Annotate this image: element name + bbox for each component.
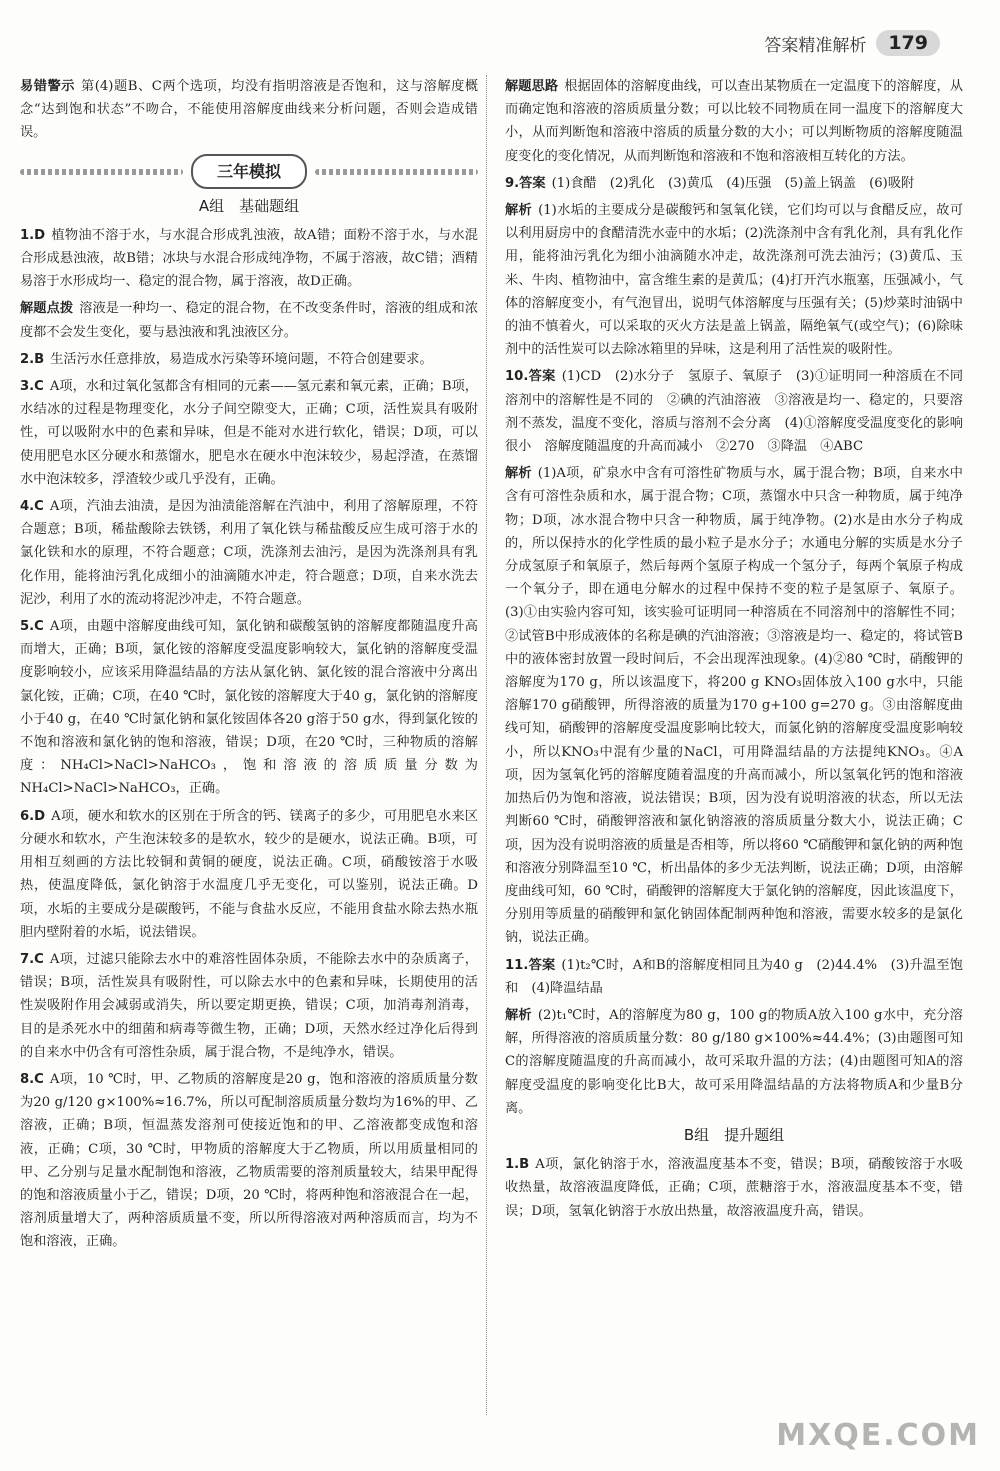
answer-10 bbox=[505, 365, 963, 458]
mistake-warning-tag: 易错警示 bbox=[20, 79, 75, 94]
answer-8-text: A项，10 ℃时，甲、乙物质的溶解度是20 g，饱和溶液的溶质质量分数为20 g/120 g×100%≈16.7%，所以可配制溶质质量分数均为16%的甲、乙溶液，正确；B项，恒温蒸发溶剂可使接近饱和的甲、乙溶液都变成饱和溶液，正确；C项，30 ℃时，甲物质的溶解度大于乙物质，所以用质量相同的甲、乙分别与足量水配制饱和溶液，乙物质需要的溶剂质量较大，结果甲配得的饱和溶液质量小于乙，错误；D项，20 ℃时，将两种饱和溶液混合在一起，溶剂质量增大了，两种溶质质量不变，所以所得溶液对两种溶质而言，均为不饱和溶液，正确。 bbox=[20, 1071, 478, 1250]
solution-idea bbox=[505, 75, 963, 168]
answer-b1 bbox=[505, 1153, 963, 1223]
header-title: 答案精准解析 bbox=[764, 35, 867, 56]
banner-line-right bbox=[315, 169, 478, 175]
answer-11-analysis-text: (2)t₁℃时，A的溶解度为80 g，100 g的物质A放入100 g水中，充分溶解，所得溶液的溶质质量分数：80 g/180 g×100%≈44.4%；(3)由题图可知C的溶解度随温度的升高而减小，故可采取升温的方法；(4)由题图可知A的溶解度受温度的影响变化比B大，故可采用降温结晶的方法将物质A和少量B分离。 bbox=[505, 1007, 963, 1116]
answer-9-answer: (1)食醋 (2)乳化 (3)黄瓜 (4)压强 (5)盖上锅盖 (6)吸附 bbox=[551, 175, 915, 191]
banner-line-left bbox=[20, 169, 183, 175]
answer-1-note-text: 溶液是一种均一、稳定的混合物，在不改变条件时，溶液的组成和浓度都不会发生变化，要与悬浊液和乳浊液区分。 bbox=[20, 301, 479, 340]
answer-1-note bbox=[20, 297, 478, 343]
answer-6 bbox=[20, 805, 478, 944]
mistake-warning-text: 第(4)题B、C两个选项，均没有指明溶液是否饱和，这与溶解度概念“达到饱和状态”不吻合，不能使用溶解度曲线来分析问题，否则会造成错误。 bbox=[20, 79, 479, 141]
answer-11 bbox=[505, 954, 963, 1000]
answer-4 bbox=[20, 495, 478, 611]
mistake-warning bbox=[20, 75, 478, 145]
answer-10-analysis bbox=[505, 462, 963, 949]
answer-9-number: 9.答案 bbox=[505, 175, 546, 191]
answer-b1-number: 1.B bbox=[505, 1157, 530, 1173]
answer-9 bbox=[505, 172, 963, 195]
answer-7-text: A项，过滤只能除去水中的难溶性固体杂质，不能除去水中的杂质离子，错误；B项，活性炭具有吸附性，可以除去水中的色素和异味，长期使用的活性炭吸附作用会减弱或消失，所以要定期更换，错误；C项，加消毒剂消毒，目的是杀死水中的细菌和病毒等微生物，正确；D项，天然水经过净化后得到的自来水中仍含有可溶性杂质，属于混合物，不是纯净水，错误。 bbox=[20, 951, 478, 1060]
answer-6-text: A项，硬水和软水的区别在于所含的钙、镁离子的多少，可用肥皂水来区分硬水和软水，产生泡沫较多的是软水，较少的是硬水，说法正确。B项，可用相互刻画的方法比较铜和黄铜的硬度，说法正确。C项，硝酸铵溶于水吸热，使温度降低，氯化钠溶于水温度几乎无变化，可以鉴别，说法正确。D项，水垢的主要成分是碳酸钙，不能与食盐水反应，不能用食盐水除去热水瓶胆内壁附着的水垢，说法错误。 bbox=[20, 808, 478, 940]
answer-8 bbox=[20, 1068, 478, 1254]
answer-4-number: 4.C bbox=[20, 499, 44, 515]
answer-11-number: 11.答案 bbox=[505, 957, 556, 973]
section-banner bbox=[20, 155, 478, 189]
answer-2-number: 2.B bbox=[20, 351, 45, 367]
answer-3-text: A项，水和过氧化氢都含有相同的元素——氢元素和氧元素，正确；B项，水结冰的过程是物理变化，水分子间空隙变大，正确；C项，活性炭具有吸附性，可以吸附水中的色素和异味，但是不能对水进行软化，错误；D项，可以使用肥皂水区分硬水和蒸馏水，肥皂水在硬水中泡沫较少，易起浮渣，在蒸馏水中泡沫较多，浮渣较少或几乎没有，正确。 bbox=[20, 379, 478, 487]
answer-3 bbox=[20, 375, 478, 491]
answer-b1-text: A项，氯化钠溶于水，溶液温度基本不变，错误；B项，硝酸铵溶于水吸收热量，故溶液温度降低，正确；C项，蔗糖溶于水，溶液温度基本不变，错误；D项，氢氧化钠溶于水放出热量，故溶液温度升高，错误。 bbox=[505, 1157, 963, 1219]
answer-11-analysis bbox=[505, 1004, 963, 1120]
left-column bbox=[20, 75, 478, 1258]
answer-9-analysis-tag: 解析 bbox=[505, 203, 533, 219]
answer-9-analysis-text: (1)水垢的主要成分是碳酸钙和氢氧化镁，它们均可以与食醋反应，故可以利用厨房中的食醋清洗水壶中的水垢；(2)洗涤剂中含有乳化剂，具有乳化作用，能将油污乳化为细小油滴随水冲走，故洗涤剂可洗去油污；(3)黄瓜、玉米、牛肉、植物油中，富含维生素的是黄瓜；(4)打开汽水瓶塞，压强减小，气体的溶解度变小，有气泡冒出，说明气体溶解度与压强有关；(5)炒菜时油锅中的油不慎着火，可以采取的灭火方法是盖上锅盖，隔绝氧气(或空气)；(6)除味剂中的活性炭可以去除冰箱里的异味，这是利用了活性炭的吸附性。 bbox=[505, 203, 964, 358]
answer-3-number: 3.C bbox=[20, 379, 44, 395]
column-divider bbox=[486, 75, 487, 1415]
page-header bbox=[764, 30, 940, 56]
answer-4-text: A项，汽油去油渍，是因为油渍能溶解在汽油中，利用了溶解原理，不符合题意；B项，稀盐酸除去铁锈，利用了氧化铁与稀盐酸反应生成可溶于水的氯化铁和水的原理，不符合题意；C项，洗涤剂去油污，是因为洗涤剂具有乳化作用，能将油污乳化成细小的油滴随水冲走，符合题意；D项，自来水洗去泥沙，利用了水的流动将泥沙冲走，不符合题意。 bbox=[20, 499, 478, 607]
answer-5-number: 5.C bbox=[20, 619, 44, 635]
answer-6-number: 6.D bbox=[20, 808, 46, 824]
watermark: MXQE.COM bbox=[776, 1418, 980, 1453]
answer-5-text: A项，由题中溶解度曲线可知，氯化钠和碳酸氢钠的溶解度都随温度升高而增大，正确；B项，氯化铵的溶解度受温度影响较大，氯化钠的溶解度受温度影响较小，应该采用降温结晶的方法从氯化钠、氯化铵的混合溶液中分离出氯化铵，正确；C项，在40 ℃时，氯化铵的溶解度大于40 g，氯化钠的溶解度小于40 g，在40 ℃时氯化钠和氯化铵固体各20 g溶于50 g水，得到氯化铵的不饱和溶液和氯化钠的饱和溶液，错误；D项，在20 ℃时，三种物质的溶解度：NH₄Cl>NaCl>NaHCO₃，饱和溶液的溶质质量分数为NH₄Cl>NaCl>NaHCO₃，正确。 bbox=[20, 619, 478, 797]
answer-7-number: 7.C bbox=[20, 951, 44, 967]
answer-10-analysis-tag: 解析 bbox=[505, 466, 532, 482]
solution-idea-text: 根据固体的溶解度曲线，可以查出某物质在一定温度下的溶解度，从而确定饱和溶液的溶质质量分数；可以比较不同物质在同一温度下的溶解度大小，从而判断饱和溶液中溶质的质量分数的大小；可以判断物质的溶解度随温度变化的变化情况，从而判断饱和溶液和不饱和溶液相互转化的方法。 bbox=[505, 79, 964, 164]
answer-5 bbox=[20, 615, 478, 801]
right-column bbox=[505, 75, 963, 1227]
answer-10-number: 10.答案 bbox=[505, 369, 556, 385]
group-a-title: A组 基础题组 bbox=[198, 196, 300, 215]
answer-2-text: 生活污水任意排放，易造成水污染等环境问题，不符合创建要求。 bbox=[50, 351, 433, 367]
solution-idea-tag: 解题思路 bbox=[505, 79, 559, 94]
answer-11-analysis-tag: 解析 bbox=[505, 1007, 532, 1023]
answer-10-answer: (1)CD (2)水分子 氢原子、氧原子 (3)①证明同一种溶质在不同溶剂中的溶解性是不同的 ②碘的汽油溶液 ③溶液是均一、稳定的，只要溶剂不蒸发，温度不变化，溶质与溶剂不会分离 (4)①溶解度受温度变化的影响很小 溶解度随温度的升高而减小 ②270 ③降温 ④ABC bbox=[505, 369, 964, 455]
answer-9-analysis bbox=[505, 199, 963, 361]
answer-1-note-tag: 解题点拨 bbox=[20, 301, 74, 317]
page-number: 179 bbox=[876, 30, 940, 56]
answer-8-number: 8.C bbox=[20, 1071, 44, 1087]
answer-10-analysis-text: (1)A项，矿泉水中含有可溶性矿物质与水，属于混合物；B项，自来水中含有可溶性杂质和水，属于混合物；C项，蒸馏水中只含一种物质，属于纯净物；D项，冰水混合物中只含一种物质，属于纯净物。(2)水是由水分子构成的，所以保持水的化学性质的最小粒子是水分子；水通电分解的实质是水分子分成氢原子和氧原子，然后每两个氢原子构成一个氢分子，每两个氧原子构成一个氧分子，即在通电分解水的过程中保持不变的粒子是氢原子、氧原子。(3)①由实验内容可知，该实验可证明同一种溶质在不同溶剂中的溶解性不同；②试管B中形成液体的名称是碘的汽油溶液；③溶液是均一、稳定的，将试管B中的液体密封放置一段时间后，不会出现浑浊现象。(4)②80 ℃时，硝酸钾的溶解度为170 g，所以该温度下，将200 g KNO₃固体放入100 g水中，只能溶解170 g硝酸钾，所得溶液的质量为170 g+100 g=270 g。③由溶解度曲线可知，硝酸钾的溶解度受温度影响比较大，而氯化钠的溶解度受温度影响较小，所以KNO₃中混有少量的NaCl，可用降温结晶的方法提纯KNO₃。④A项，因为氢氧化钙的溶解度随着温度的升高而减小，所以氢氧化钙的饱和溶液加热后仍为饱和溶液，说法错误；B项，因为没有说明溶液的状态，所以无法判断60 ℃时，硝酸钾溶液和氯化钠溶液的溶质质量分数大小，说法正确；C项，因为没有说明溶液的质量是否相等，所以将60 ℃硝酸钾和氯化钠的两种饱和溶液分别降温至10 ℃，析出晶体的多少无法判断，说法正确；D项，由溶解度曲线可知，60 ℃时，硝酸钾的溶解度大于氯化钠的溶解度，因此该温度下，分别用等质量的硝酸钾和氯化钠固体配制两种饱和溶液，需要水较多的是氯化钠，说法正确。 bbox=[505, 466, 963, 946]
answer-2 bbox=[20, 348, 478, 371]
answer-1-text: 植物油不溶于水，与水混合形成乳浊液，故A错；面粉不溶于水，与水混合形成悬浊液，故B错；冰块与水混合形成纯净物，不属于溶液，故C错；酒精易溶于水形成均一、稳定的混合物，属于溶液，故D正确。 bbox=[20, 227, 478, 290]
answer-7 bbox=[20, 948, 478, 1064]
group-b-title: B组 提升题组 bbox=[683, 1125, 785, 1144]
answer-11-answer: (1)t₂℃时，A和B的溶解度相同且为40 g (2)44.4% (3)升温至饱和 (4)降温结晶 bbox=[505, 957, 963, 996]
answer-1 bbox=[20, 224, 478, 294]
answer-1-number: 1.D bbox=[20, 227, 46, 243]
banner-label: 三年模拟 bbox=[191, 154, 307, 189]
